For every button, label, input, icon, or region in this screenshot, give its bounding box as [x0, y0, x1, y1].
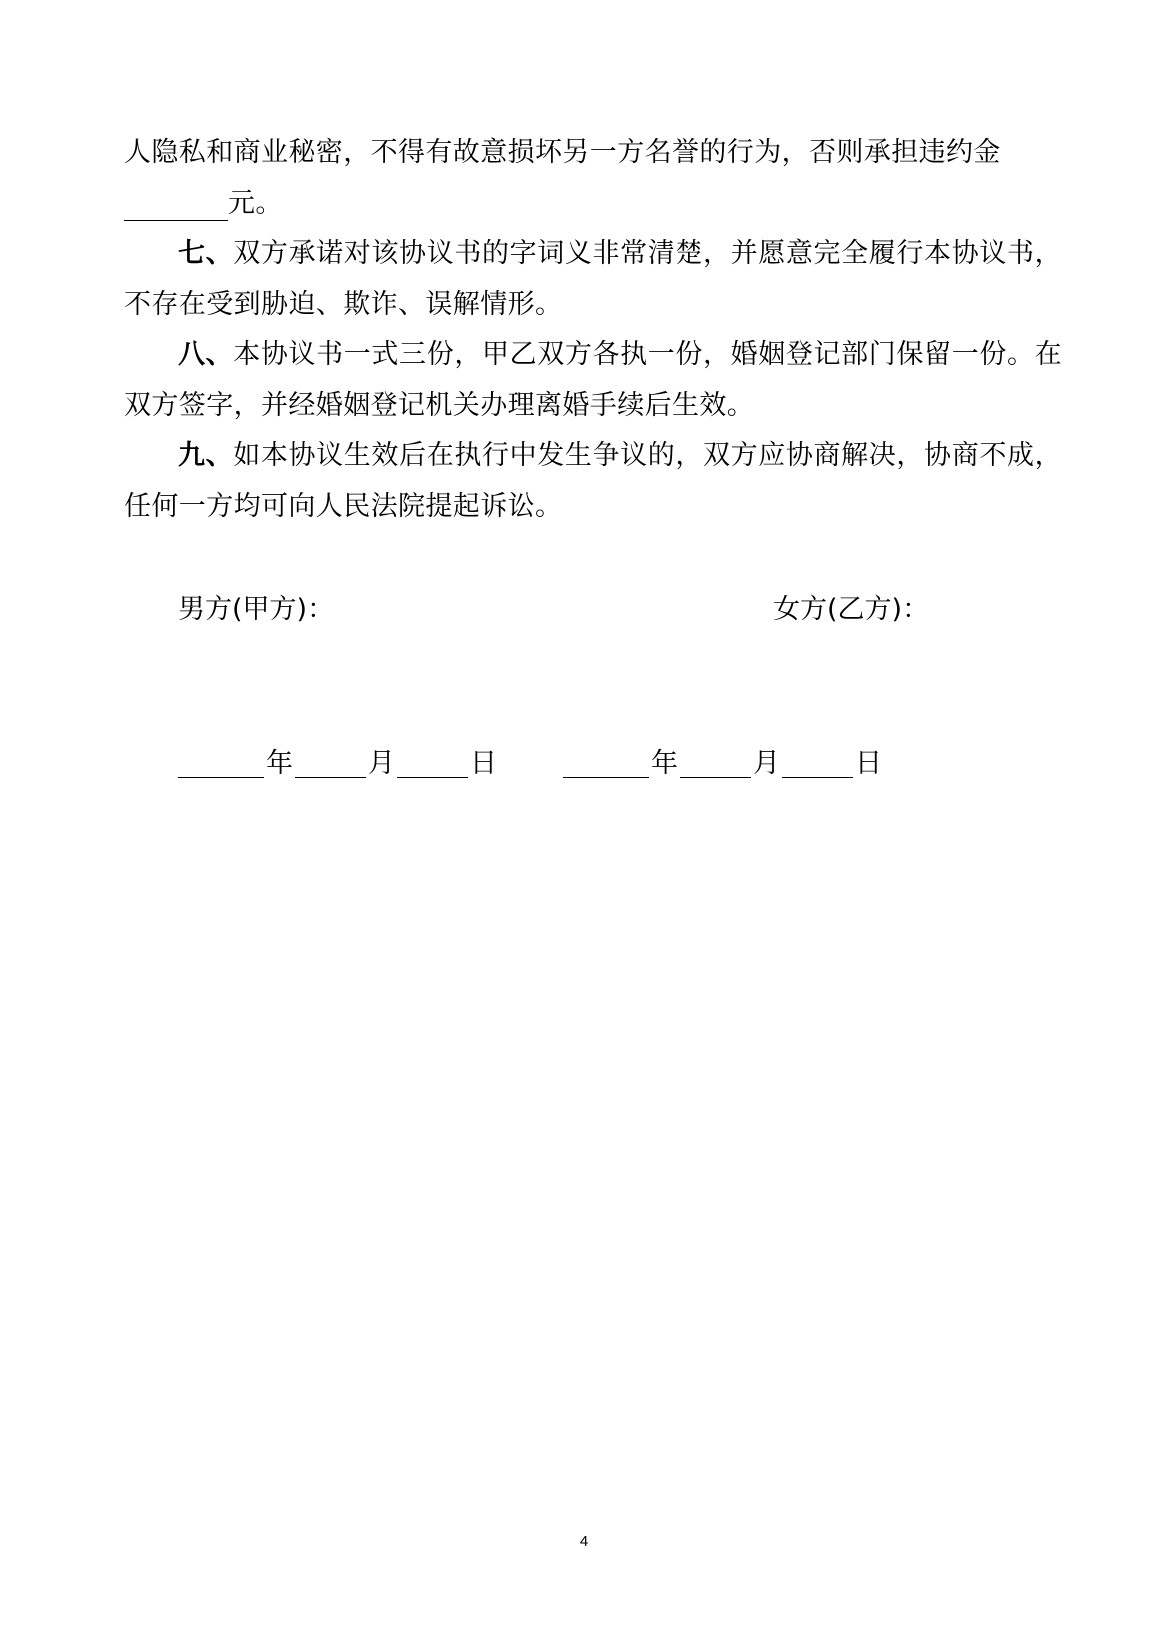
clause-number: 九、: [178, 440, 234, 471]
currency-unit: 元。: [228, 187, 283, 219]
male-party-signature-label: 男方(甲方)：: [178, 594, 335, 625]
clause-number: 八、: [178, 339, 234, 370]
year-blank: [563, 747, 649, 778]
page-number: 4: [579, 1533, 589, 1550]
year-unit: 年: [266, 748, 293, 779]
year-blank: [178, 747, 264, 778]
clause-number: 七、: [178, 238, 234, 269]
clause-seven: [124, 229, 1062, 330]
agreement-body: [124, 128, 1062, 532]
day-blank: [397, 747, 468, 778]
month-unit: 月: [753, 748, 780, 779]
clause-six-text: 人隐私和商业秘密，不得有故意损坏另一方名誉的行为，否则承担违约金: [124, 137, 1001, 168]
month-unit: 月: [368, 748, 395, 779]
female-party-date: [563, 744, 884, 784]
penalty-amount-blank: [124, 186, 228, 221]
clause-nine: [124, 431, 1062, 532]
day-blank: [782, 747, 853, 778]
month-blank: [295, 747, 366, 778]
female-party-signature-label: 女方(乙方)：: [773, 594, 930, 625]
year-unit: 年: [651, 748, 678, 779]
clause-eight: [124, 330, 1062, 431]
clause-six-continuation: [124, 128, 1062, 229]
day-unit: 日: [855, 748, 882, 779]
male-party-date: [178, 744, 499, 784]
clause-text: 如本协议生效后在执行中发生争议的，双方应协商解决，协商不成，任何一方均可向人民法院提起诉讼。: [124, 440, 1062, 522]
clause-text: 双方承诺对该协议书的字词义非常清楚，并愿意完全履行本协议书，不存在受到胁迫、欺诈、误解情形。: [124, 238, 1062, 320]
month-blank: [680, 747, 751, 778]
clause-text: 本协议书一式三份，甲乙双方各执一份，婚姻登记部门保留一份。在双方签字，并经婚姻登记机关办理离婚手续后生效。: [124, 339, 1062, 421]
day-unit: 日: [470, 748, 497, 779]
